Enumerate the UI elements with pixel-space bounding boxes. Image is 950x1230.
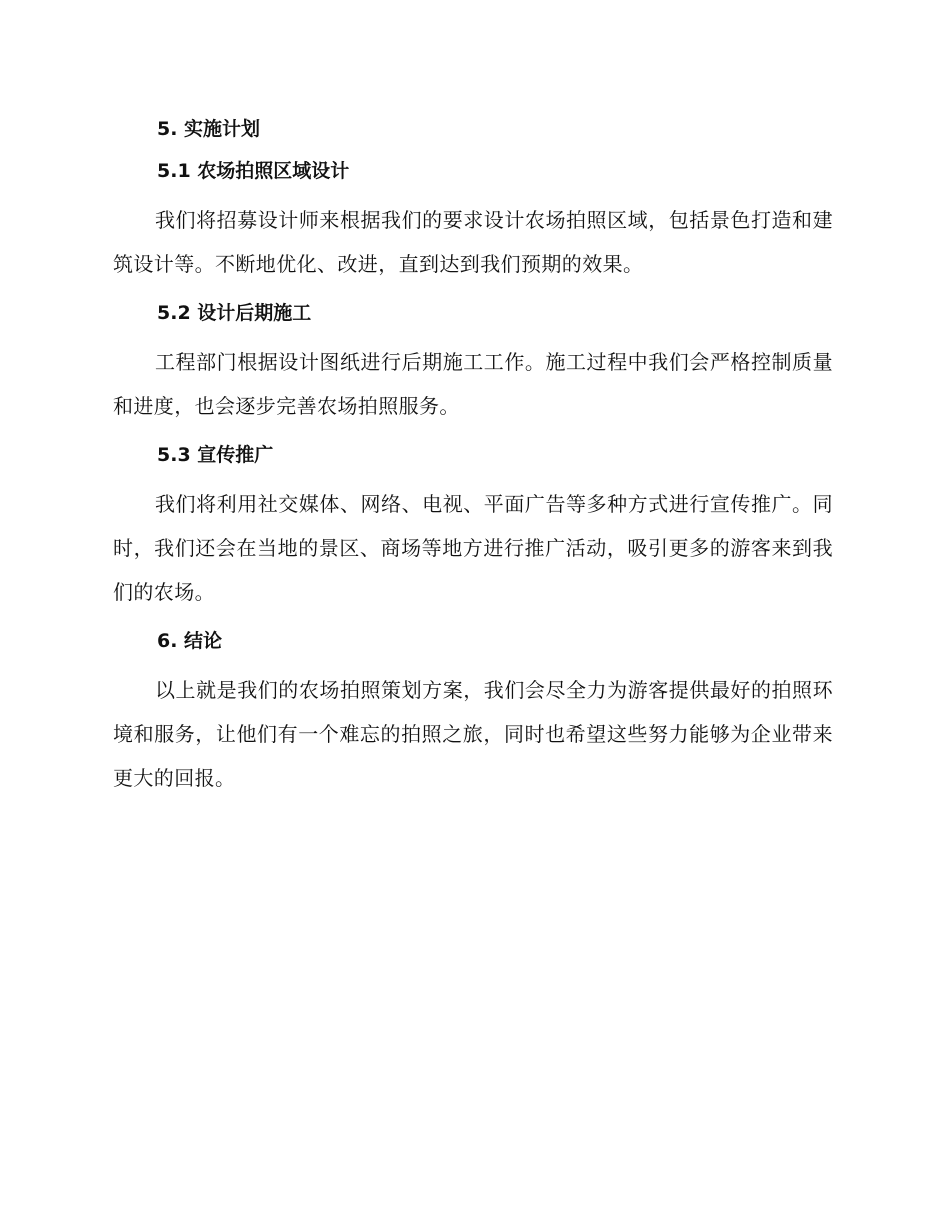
section-heading-promotion: 5.3 宣传推广 [157, 444, 274, 466]
paragraph-photo-area-design: 我们将招募设计师来根据我们的要求设计农场拍照区域，包括景色打造和建筑设计等。不断地优化、改进，直到达到我们预期的效果。 [113, 208, 833, 276]
section-heading-conclusion: 6. 结论 [157, 630, 223, 652]
paragraph-promotion: 我们将利用社交媒体、网络、电视、平面广告等多种方式进行宣传推广。同时，我们还会在当地的景区、商场等地方进行推广活动，吸引更多的游客来到我们的农场。 [113, 492, 833, 604]
section-heading-construction: 5.2 设计后期施工 [157, 302, 312, 324]
section-heading-photo-area-design: 5.1 农场拍照区域设计 [157, 160, 350, 182]
section-heading-implementation-plan: 5. 实施计划 [157, 118, 261, 140]
paragraph-construction: 工程部门根据设计图纸进行后期施工工作。施工过程中我们会严格控制质量和进度，也会逐步完善农场拍照服务。 [113, 350, 833, 418]
document-content [113, 114, 833, 800]
paragraph-conclusion: 以上就是我们的农场拍照策划方案，我们会尽全力为游客提供最好的拍照环境和服务，让他们有一个难忘的拍照之旅，同时也希望这些努力能够为企业带来更大的回报。 [113, 678, 833, 790]
